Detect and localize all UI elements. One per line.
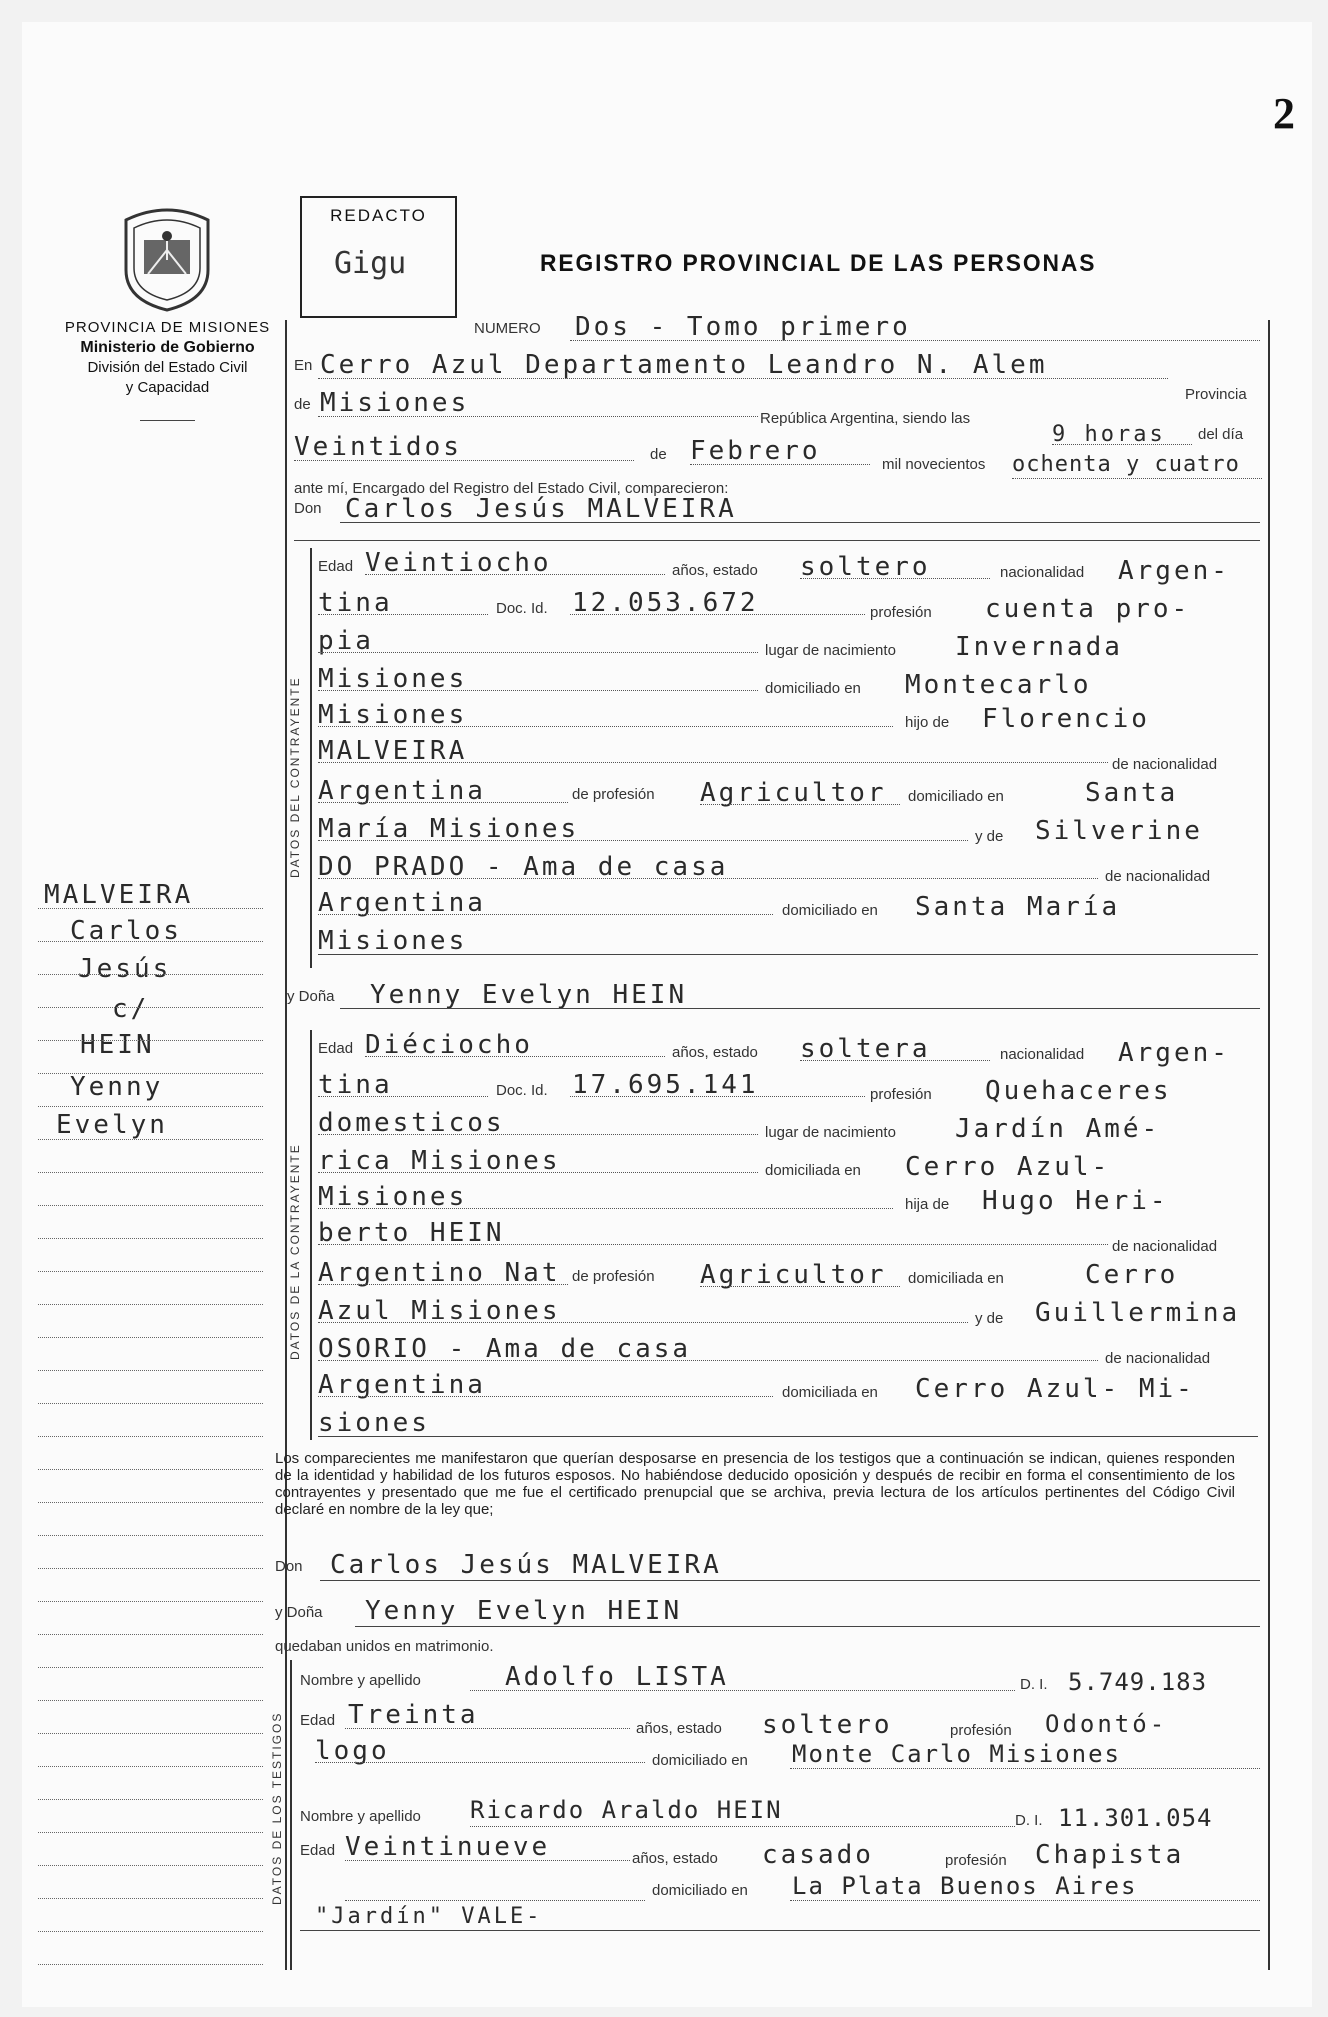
- division-label: División del Estado Civil: [87, 359, 248, 376]
- margin-line: [38, 1073, 263, 1074]
- contrayente-dom-label: domiciliado en: [765, 680, 861, 697]
- contrayente-profesion-2: pia: [318, 626, 374, 656]
- page-number: 2: [1273, 89, 1295, 138]
- t2-domicilio: La Plata Buenos Aires: [792, 1872, 1138, 1900]
- line: [345, 1900, 645, 1901]
- en-label: En: [294, 357, 313, 374]
- margin-line: [38, 1172, 263, 1173]
- margin-line: [38, 1007, 263, 1008]
- line: [800, 1060, 990, 1061]
- t1-profesion-2: logo: [315, 1736, 390, 1766]
- contrayente-nacionalidad-2: tina: [318, 588, 393, 618]
- contrayenta-hijo-label: hija de: [905, 1196, 950, 1213]
- margin-line: [38, 974, 263, 975]
- contrayenta-nombre: Yenny Evelyn HEIN: [370, 980, 688, 1010]
- line: [570, 614, 865, 615]
- t2-nombre: Ricardo Araldo HEIN: [470, 1796, 783, 1824]
- page-title: REGISTRO PROVINCIAL DE LAS PERSONAS: [540, 250, 1097, 277]
- margin-line: [38, 1766, 263, 1767]
- contrayenta-madre-nac-label: de nacionalidad: [1105, 1350, 1211, 1367]
- line: [318, 416, 758, 417]
- anio-value: ochenta y cuatro: [1012, 452, 1240, 477]
- contrayente-padre-dom-1: Santa: [1085, 778, 1179, 808]
- line: [690, 464, 870, 465]
- contrayente-madre-dom-label: domiciliado en: [782, 902, 878, 919]
- de-label: de: [294, 396, 311, 413]
- line: [315, 1762, 645, 1763]
- divider: [140, 420, 195, 421]
- redacto-label: REDACTO: [330, 206, 427, 225]
- line: [318, 1396, 773, 1397]
- contrayenta-profesion-1: Quehaceres: [985, 1076, 1172, 1106]
- margin-name: HEIN: [80, 1030, 155, 1060]
- contrayente-domicilio-1: Montecarlo: [905, 670, 1092, 700]
- line: [318, 1284, 568, 1285]
- margin-line: [38, 1832, 263, 1833]
- margin-name: Yenny: [70, 1072, 164, 1102]
- line: [790, 1768, 1260, 1769]
- contrayente-estado: soltero: [800, 552, 931, 582]
- t2-edad: Veintinueve: [345, 1832, 551, 1862]
- margin-line: [38, 1139, 263, 1140]
- contrayente-doc: 12.053.672: [572, 588, 759, 618]
- contrayenta-section-label: DATOS DE LA CONTRAYENTE: [288, 1143, 302, 1360]
- contrayenta-padre-dom-1: Cerro: [1085, 1260, 1179, 1290]
- t1-dom-label: domiciliado en: [652, 1752, 748, 1769]
- t2-nombre-label: Nombre y apellido: [300, 1808, 421, 1825]
- t2-extra: "Jardín" VALE-: [315, 1904, 543, 1929]
- contrayenta-padre-dom-2: Azul Misiones: [318, 1296, 561, 1326]
- margin-line: [38, 1964, 263, 1965]
- contrayente-padre-prof: Agricultor: [700, 778, 887, 808]
- dia-value: Veintidos: [294, 432, 462, 462]
- contrayenta-estado-label: años, estado: [672, 1044, 758, 1061]
- line: [318, 802, 568, 803]
- margin-name: Carlos: [70, 916, 182, 946]
- margin-line: [38, 1700, 263, 1701]
- margin-line: [38, 1337, 263, 1338]
- margin-line: [38, 1634, 263, 1635]
- t1-estado-label: años, estado: [636, 1720, 722, 1737]
- line: [1012, 478, 1262, 479]
- contrayenta-nac-label: nacionalidad: [1000, 1046, 1085, 1063]
- contrayente-nacionalidad-1: Argen-: [1118, 556, 1230, 586]
- line: [318, 652, 758, 653]
- line: [318, 1134, 758, 1135]
- contrayente-padre-nac-label: de nacionalidad: [1112, 756, 1218, 773]
- line: [318, 762, 1108, 763]
- margin-line: [38, 1238, 263, 1239]
- contrayenta-padre-nac: Argentino Nat: [318, 1258, 561, 1288]
- contrayente-border: [310, 548, 312, 968]
- contrayenta-lugar-1: Jardín Amé-: [955, 1114, 1161, 1144]
- contrayenta-lugar-2: rica Misiones: [318, 1146, 561, 1176]
- ministry-label: Ministerio de Gobierno: [80, 339, 255, 356]
- margin-name: Jesús: [78, 954, 172, 984]
- line: [318, 914, 773, 915]
- contrayente-padre-dom-2: María Misiones: [318, 814, 580, 844]
- province-label: PROVINCIA DE MISIONES: [64, 319, 271, 336]
- contrayente-profesion-1: cuenta pro-: [985, 594, 1191, 624]
- contrayenta-padre-prof-label: de profesión: [572, 1268, 655, 1285]
- margin-line: [38, 1040, 263, 1041]
- contrayente-section-label: DATOS DEL CONTRAYENTE: [288, 676, 302, 878]
- t1-di: 5.749.183: [1068, 1668, 1208, 1696]
- contrayente-hijo-label: hijo de: [905, 714, 950, 731]
- contrayenta-madre-dom-label: domiciliada en: [782, 1384, 878, 1401]
- ante-mi-text: ante mí, Encargado del Registro del Estado Civil, comparecieron:: [294, 480, 729, 497]
- line: [365, 574, 665, 575]
- contrayenta-padre-dom-label: domiciliada en: [908, 1270, 1004, 1287]
- t1-di-label: D. I.: [1020, 1676, 1048, 1693]
- margin-line: [38, 1568, 263, 1569]
- contrayenta-lugar-label: lugar de nacimiento: [765, 1124, 896, 1141]
- line: [570, 340, 1260, 341]
- contrayenta-madre-label: y de: [975, 1310, 1004, 1327]
- contrayenta-domicilio-2: Misiones: [318, 1182, 468, 1212]
- testigos-section-label: DATOS DE LOS TESTIGOS: [270, 1711, 284, 1905]
- line: [345, 1728, 630, 1729]
- union-don: Carlos Jesús MALVEIRA: [330, 1550, 722, 1580]
- margin-line: [38, 1469, 263, 1470]
- contrayente-edad-label: Edad: [318, 558, 354, 575]
- contrayenta-prof-label: profesión: [870, 1086, 932, 1103]
- line: [470, 1826, 1015, 1827]
- line: [318, 378, 1168, 379]
- line: [318, 1436, 1258, 1437]
- contrayente-padre-2: MALVEIRA: [318, 736, 468, 766]
- contrayente-lugar-2: Misiones: [318, 664, 468, 694]
- line: [318, 840, 968, 841]
- margin-line: [38, 941, 263, 942]
- contrayente-padre-1: Florencio: [982, 704, 1150, 734]
- contrayenta-edad-label: Edad: [318, 1040, 354, 1057]
- line: [345, 1860, 630, 1861]
- contrayente-madre-dom-1: Santa María: [915, 892, 1121, 922]
- quedaban-text: quedaban unidos en matrimonio.: [275, 1638, 494, 1655]
- margin-line: [38, 1304, 263, 1305]
- contrayenta-domicilio-1: Cerro Azul-: [905, 1152, 1111, 1182]
- line: [318, 726, 893, 727]
- testigos-border: [290, 1660, 292, 1970]
- t1-prof-label: profesión: [950, 1722, 1012, 1739]
- margin-line: [38, 1865, 263, 1866]
- del-dia-label: del día: [1198, 426, 1244, 443]
- line: [300, 1930, 1260, 1931]
- province-seal-icon: [118, 200, 216, 312]
- contrayenta-nacionalidad-1: Argen-: [1118, 1038, 1230, 1068]
- contrayente-edad: Veintiocho: [365, 548, 552, 578]
- t2-estado: casado: [762, 1840, 874, 1870]
- contrayenta-padre-nac-label: de nacionalidad: [1112, 1238, 1218, 1255]
- margin-line: [38, 1370, 263, 1371]
- line: [318, 878, 1098, 879]
- t1-nombre-label: Nombre y apellido: [300, 1672, 421, 1689]
- contrayenta-estado: soltera: [800, 1034, 931, 1064]
- contrayente-padre-prof-label: de profesión: [572, 786, 655, 803]
- line: [294, 460, 634, 461]
- don2-label: Don: [275, 1558, 303, 1575]
- contrayente-madre-dom-2: Misiones: [318, 926, 468, 956]
- margin-line: [38, 1799, 263, 1800]
- line: [355, 1626, 1260, 1627]
- form-left-border: [285, 320, 287, 1970]
- contrayenta-border: [310, 1030, 312, 1440]
- margin-line: [38, 1403, 263, 1404]
- margin-line: [38, 1271, 263, 1272]
- margin-line: [38, 1733, 263, 1734]
- numero-label: NUMERO: [474, 320, 541, 337]
- margin-line: [38, 1205, 263, 1206]
- contrayente-madre-1: Silverine: [1035, 816, 1203, 846]
- contrayenta-madre-nac: Argentina: [318, 1370, 486, 1400]
- line: [365, 1056, 665, 1057]
- line: [318, 614, 488, 615]
- contrayente-prof-label: profesión: [870, 604, 932, 621]
- t1-nombre: Adolfo LISTA: [505, 1662, 729, 1692]
- t1-estado: soltero: [762, 1710, 893, 1740]
- margin-name: Evelyn: [56, 1110, 168, 1140]
- margin-line: [38, 1601, 263, 1602]
- line: [318, 1322, 968, 1323]
- line: [320, 1580, 1260, 1581]
- margin-line: [38, 908, 263, 909]
- t2-profesion: Chapista: [1035, 1840, 1185, 1870]
- lugar-value: Cerro Azul Departamento Leandro N. Alem: [320, 350, 1048, 380]
- margin-line: [38, 1898, 263, 1899]
- contrayenta-madre-dom-1: Cerro Azul- Mi-: [915, 1374, 1195, 1404]
- t2-estado-label: años, estado: [632, 1850, 718, 1867]
- t1-edad: Treinta: [348, 1700, 479, 1730]
- declaration-paragraph: Los comparecientes me manifestaron que querían desposarse en presencia de los testigos que a continuación se indican, quienes responden de la identidad y habilidad de los futuros esposos. No habiéndose deducido oposición y después de recibir en forma el consentimiento de los contrayentes y presentado que me fue el certificado prenupcial que se archiva, previa lectura de los artículos pertinentes del Código Civil declaré en nombre de la ley que;: [275, 1450, 1235, 1518]
- dona-label: y Doña: [287, 988, 335, 1005]
- contrayente-madre-label: y de: [975, 828, 1004, 845]
- t2-prof-label: profesión: [945, 1852, 1007, 1869]
- t1-domicilio: Monte Carlo Misiones: [792, 1740, 1121, 1768]
- contrayente-domicilio-2: Misiones: [318, 700, 468, 730]
- contrayente-madre-nac-label: de nacionalidad: [1105, 868, 1211, 885]
- margin-line: [38, 1535, 263, 1536]
- margin-line: [38, 1667, 263, 1668]
- contrayenta-doc: 17.695.141: [572, 1070, 759, 1100]
- line: [470, 1690, 1015, 1691]
- line: [340, 1008, 1260, 1009]
- contrayente-estado-label: años, estado: [672, 562, 758, 579]
- union-dona: Yenny Evelyn HEIN: [365, 1596, 683, 1626]
- contrayente-nombre: Carlos Jesús MALVEIRA: [345, 494, 737, 524]
- contrayenta-madre-1: Guillermina: [1035, 1298, 1241, 1328]
- line: [1052, 444, 1192, 445]
- contrayenta-profesion-2: domesticos: [318, 1108, 505, 1138]
- contrayenta-madre-2: OSORIO - Ama de casa: [318, 1334, 692, 1364]
- margin-line: [38, 1436, 263, 1437]
- line: [318, 690, 758, 691]
- line: [800, 578, 990, 579]
- margin-name: c/: [112, 994, 150, 1024]
- contrayente-madre-nac: Argentina: [318, 888, 486, 918]
- t2-dom-label: domiciliado en: [652, 1882, 748, 1899]
- line: [318, 1208, 893, 1209]
- hora-value: 9 horas: [1052, 422, 1166, 447]
- line: [318, 1244, 1108, 1245]
- contrayenta-madre-dom-2: siones: [318, 1408, 430, 1438]
- contrayente-lugar-1: Invernada: [955, 632, 1123, 662]
- contrayenta-doc-label: Doc. Id.: [496, 1082, 548, 1099]
- contrayente-padre-nac: Argentina: [318, 776, 486, 806]
- mes-value: Febrero: [690, 436, 821, 466]
- contrayenta-edad: Diéciocho: [365, 1030, 533, 1060]
- t2-di: 11.301.054: [1058, 1804, 1213, 1832]
- mil-label: mil novecientos: [882, 456, 986, 473]
- line: [318, 1096, 488, 1097]
- form-right-border: [1268, 320, 1270, 1970]
- margin-name: MALVEIRA: [44, 880, 194, 910]
- margin-line: [38, 1502, 263, 1503]
- provincia-label: Provincia: [1185, 386, 1247, 403]
- line: [700, 804, 900, 805]
- t1-profesion-1: Odontó-: [1045, 1710, 1168, 1738]
- line: [340, 522, 1260, 523]
- don-label: Don: [294, 500, 322, 517]
- line: [700, 1286, 900, 1287]
- issuer-block: [50, 318, 285, 398]
- contrayenta-padre-prof: Agricultor: [700, 1260, 887, 1290]
- line: [294, 540, 1260, 541]
- line: [318, 1172, 758, 1173]
- contrayenta-padre-2: berto HEIN: [318, 1218, 505, 1248]
- capacity-label: y Capacidad: [125, 379, 210, 396]
- contrayente-lugar-label: lugar de nacimiento: [765, 642, 896, 659]
- t2-di-label: D. I.: [1015, 1812, 1043, 1829]
- contrayenta-dom-label: domiciliada en: [765, 1162, 861, 1179]
- contrayente-padre-dom-label: domiciliado en: [908, 788, 1004, 805]
- contrayente-madre-2: DO PRADO - Ama de casa: [318, 852, 729, 882]
- margin-line: [38, 1931, 263, 1932]
- redacto-initials: Gigu: [334, 246, 407, 281]
- margin-line: [38, 1106, 263, 1107]
- t1-edad-label: Edad: [300, 1712, 336, 1729]
- provincia-value: Misiones: [320, 388, 470, 418]
- numero-value: Dos - Tomo primero: [575, 312, 911, 342]
- contrayenta-nacionalidad-2: tina: [318, 1070, 393, 1100]
- line: [318, 1360, 1098, 1361]
- t2-edad-label: Edad: [300, 1842, 336, 1859]
- redacto-box: [300, 196, 457, 318]
- republica-label: República Argentina, siendo las: [760, 410, 971, 427]
- line: [790, 1900, 1260, 1901]
- contrayente-nac-label: nacionalidad: [1000, 564, 1085, 581]
- contrayenta-padre-1: Hugo Heri-: [982, 1186, 1169, 1216]
- line: [318, 954, 1258, 955]
- dona2-label: y Doña: [275, 1604, 323, 1621]
- contrayente-doc-label: Doc. Id.: [496, 600, 548, 617]
- de-mes-label: de: [650, 446, 667, 463]
- line: [570, 1096, 865, 1097]
